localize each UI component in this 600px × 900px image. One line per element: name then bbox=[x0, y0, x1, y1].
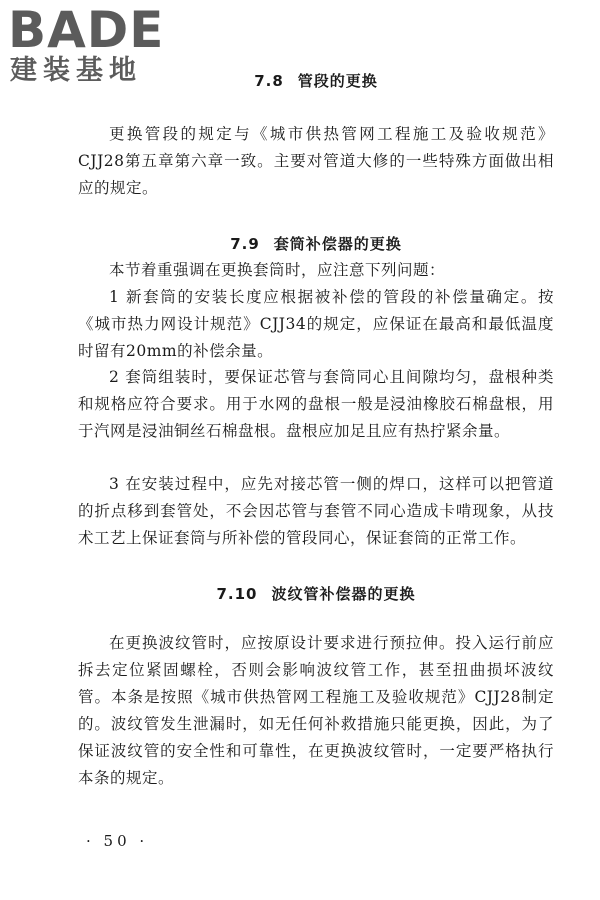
page-number: · 50 · bbox=[86, 832, 149, 850]
section-heading-7-8 bbox=[78, 70, 554, 91]
section-heading-7-10 bbox=[78, 583, 554, 604]
section-title: 波纹管补偿器的更换 bbox=[271, 585, 416, 603]
logo-chinese-text: 建装基地 bbox=[10, 55, 142, 86]
paragraph: 本节着重强调在更换套筒时，应注意下列问题： bbox=[109, 261, 446, 279]
paragraph: 更换管段的规定与《城市供热管网工程施工及验收规范》CJJ28第五章第六章一致。主要对管道大修的一些特殊方面做出相应的规定。 bbox=[78, 125, 554, 197]
section-number: 7.9 bbox=[230, 235, 260, 253]
section-title: 管段的更换 bbox=[297, 72, 378, 90]
paragraph: 2 套筒组装时，要保证芯管与套筒同心且间隙均匀，盘根种类和规格应符合要求。用于水网的盘根一般是浸油橡胶石棉盘根，用于汽网是浸油铜丝石棉盘根。盘根应加足且应有热拧紧余量。 bbox=[78, 368, 554, 440]
paragraph: 3 在安装过程中，应先对接芯管一侧的焊口，这样可以把管道的折点移到套管处，不会因芯管与套管不同心造成卡啃现象，从技术工艺上保证套筒与所补偿的管段同心，保证套筒的正常工作。 bbox=[78, 475, 554, 547]
logo-latin-text: BADE bbox=[8, 1, 165, 59]
section-heading-7-9 bbox=[78, 233, 554, 254]
section-number: 7.10 bbox=[216, 585, 258, 603]
section-number: 7.8 bbox=[254, 72, 284, 90]
section-title: 套筒补偿器的更换 bbox=[273, 235, 402, 253]
paragraph: 在更换波纹管时，应按原设计要求进行预拉伸。投入运行前应拆去定位紧固螺栓，否则会影响波纹管工作，甚至扭曲损坏波纹管。本条是按照《城市供热管网工程施工及验收规范》CJJ28制定的。波纹管发生泄漏时，如无任何补救措施只能更换，因此，为了保证波纹管的安全性和可靠性，在更换波纹管时，一定要严格执行本条的规定。 bbox=[78, 634, 554, 787]
paragraph: 1 新套筒的安装长度应根据被补偿的管段的补偿量确定。按《城市热力网设计规范》CJJ34的规定，应保证在最高和最低温度时留有20mm的补偿余量。 bbox=[78, 288, 554, 360]
